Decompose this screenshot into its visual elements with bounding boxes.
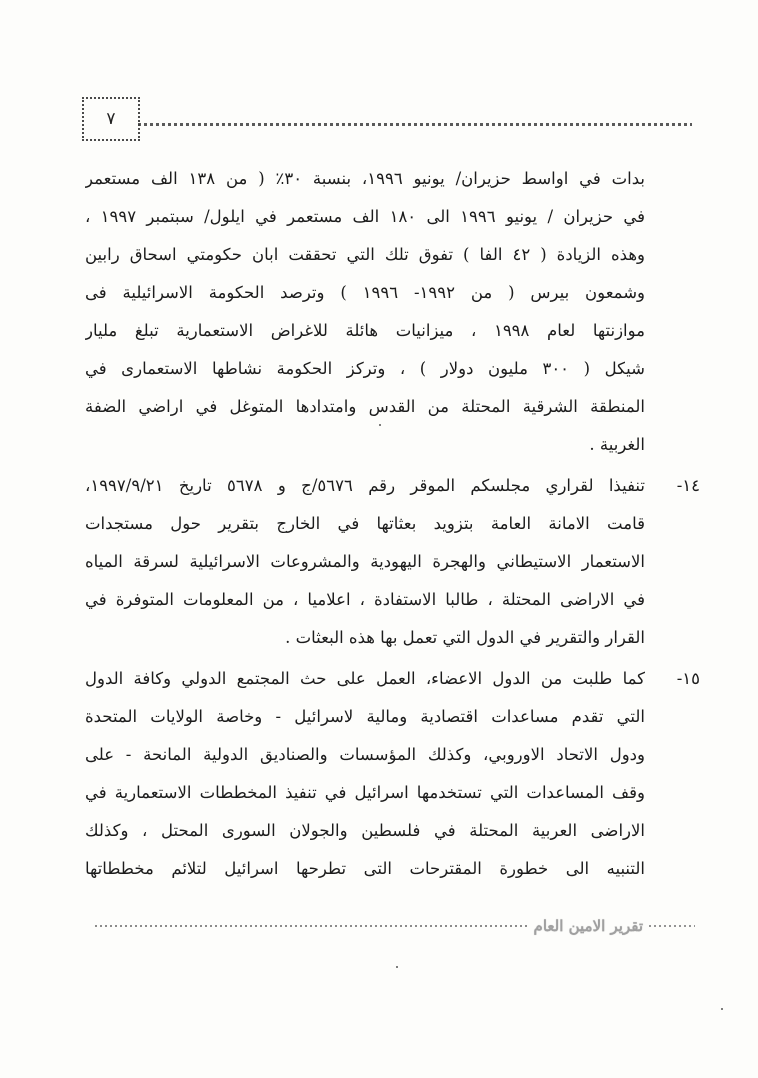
text-line: وشمعون بيرس ( من ١٩٩٢- ١٩٩٦ ) وترصد الحكومة الاسرائيلية فى (85, 283, 645, 302)
item-text (85, 467, 645, 657)
text-line: بدات في اواسط حزيران/ يونيو ١٩٩٦، بنسبة ٣٠٪ ( من ١٣٨ الف مستعمر (85, 169, 645, 188)
text-line: التي تقدم مساعدات اقتصادية ومالية لاسرائيل - وخاصة الولايات المتحدة (85, 707, 645, 726)
scan-speck (379, 424, 381, 426)
page-footer (95, 916, 695, 936)
numbered-item-15 (85, 660, 700, 888)
text-line: المنطقة الشرقية المحتلة من القدس وامتدادها المتوغل في اراضي الضفة (85, 397, 645, 416)
header-dotted-rule (138, 123, 692, 126)
item-number: ١٤- (676, 476, 700, 495)
text-line: كما طلبت من الدول الاعضاء، العمل على حث المجتمع الدولي وكافة الدول (85, 669, 645, 688)
paragraph-continuation (85, 160, 645, 464)
document-body (85, 160, 700, 888)
page-number-box (82, 97, 140, 141)
text-line: وقف المساعدات التي تستخدمها اسرائيل في تنفيذ المخططات الاستعمارية في (85, 783, 645, 802)
scan-speck (396, 966, 398, 968)
text-line: وهذه الزيادة ( ٤٢ الفا ) تفوق تلك التي تحققت ابان حكومتي اسحاق رابين (85, 245, 645, 264)
footer-dotted-rule-short (649, 925, 695, 927)
text-line: موازنتها لعام ١٩٩٨ ، ميزانيات هائلة للاغراض الاستعمارية تبلغ مليار (85, 321, 645, 340)
numbered-item-14 (85, 467, 700, 657)
text-line: تنفيذا لقراري مجلسكم الموقر رقم ٥٦٧٦/ج و ٥٦٧٨ تاريخ ١٩٩٧/٩/٢١، (85, 476, 645, 495)
page-number: ٧ (106, 109, 116, 129)
text-line: الاراضى العربية المحتلة في فلسطين والجولان السورى المحتل ، وكذلك (85, 821, 645, 840)
text-line: قامت الامانة العامة بتزويد بعثاتها في الخارج بتقرير حول مستجدات (85, 514, 645, 533)
footer-stamp-text: تقرير الامين العام (533, 917, 643, 935)
text-line: الغربية . (589, 435, 645, 454)
text-line: الاستعمار الاستيطاني والهجرة اليهودية والمشروعات الاسرائيلية لسرقة المياه (85, 552, 645, 571)
text-line: في الاراضى المحتلة ، طالبا الاستفادة ، اعلاميا ، من المعلومات المتوفرة في (85, 590, 645, 609)
text-line: القرار والتقرير في الدول التي تعمل بها هذه البعثات . (285, 628, 645, 647)
scan-speck (721, 1008, 723, 1010)
footer-dotted-rule (95, 925, 528, 927)
item-number: ١٥- (676, 669, 700, 688)
text-line: ودول الاتحاد الاوروبي، وكذلك المؤسسات والصناديق الدولية المانحة - على (85, 745, 645, 764)
item-text (85, 660, 645, 888)
text-line: شيكل ( ٣٠٠ مليون دولار ) ، وتركز الحكومة نشاطها الاستعمارى في (85, 359, 645, 378)
text-line: التنبيه الى خطورة المقترحات التى تطرحها اسرائيل لتلائم مخططاتها (85, 859, 645, 878)
text-line: في حزيران / يونيو ١٩٩٦ الى ١٨٠ الف مستعمر في ايلول/ سبتمبر ١٩٩٧ ، (85, 207, 645, 226)
